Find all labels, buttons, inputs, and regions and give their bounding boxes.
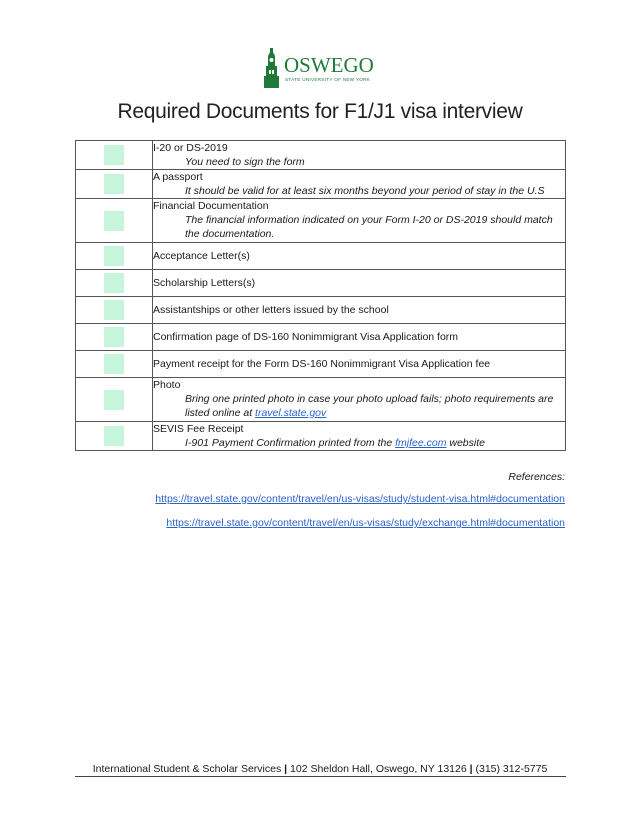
logo-subtitle: STATE UNIVERSITY OF NEW YORK: [285, 77, 371, 82]
references-label: References:: [508, 471, 565, 483]
document-note: I-901 Payment Confirmation printed from the fmjfee.com website: [185, 437, 485, 449]
student-visa-reference-link[interactable]: https://travel.state.gov/content/travel/en/us-visas/study/student-visa.html#documentation: [155, 493, 565, 505]
document-row: [76, 270, 566, 297]
clock-tower-icon: [262, 46, 284, 90]
document-note: It should be valid for at least six months beyond your period of stay in the U.S: [185, 185, 545, 197]
document-label: Photo: [153, 379, 181, 391]
checkbox[interactable]: [104, 390, 124, 410]
travel-state-gov-link[interactable]: travel.state.gov: [255, 407, 327, 419]
document-row: [76, 243, 566, 270]
document-label: Confirmation page of DS-160 Nonimmigrant Visa Application form: [153, 331, 459, 343]
checkbox[interactable]: [104, 273, 124, 293]
document-row: [76, 324, 566, 351]
exchange-visa-reference-link[interactable]: https://travel.state.gov/content/travel/en/us-visas/study/exchange.html#documentation: [166, 517, 565, 529]
footer-address: 102 Sheldon Hall, Oswego, NY 13126: [290, 763, 467, 775]
document-note: You need to sign the form: [185, 156, 305, 168]
document-label: A passport: [153, 171, 203, 183]
document-label: Acceptance Letter(s): [153, 250, 250, 262]
document-row: [76, 141, 566, 170]
checkbox[interactable]: [104, 246, 124, 266]
document-row: [76, 351, 566, 378]
document-label: SEVIS Fee Receipt: [153, 423, 244, 435]
required-documents-table: [75, 140, 566, 451]
checkbox[interactable]: [104, 426, 124, 446]
document-note: The financial information indicated on your Form I-20 or DS-2019 should match the documentation.: [185, 214, 553, 240]
checkbox[interactable]: [104, 300, 124, 320]
document-row: [76, 297, 566, 324]
document-label: Assistantships or other letters issued by the school: [153, 304, 389, 316]
document-label: Scholarship Letters(s): [153, 277, 256, 289]
logo-wordmark: OSWEGO: [284, 53, 374, 77]
document-label: Financial Documentation: [153, 200, 269, 212]
oswego-logo: [262, 46, 380, 90]
footer: [0, 763, 640, 775]
document-row: [76, 199, 566, 243]
document-note: Bring one printed photo in case your photo upload fails; photo requirements are listed online at travel.state.gov: [185, 393, 554, 419]
footer-phone: (315) 312-5775: [475, 763, 548, 775]
checkbox[interactable]: [104, 174, 124, 194]
footer-separator: |: [284, 763, 288, 775]
document-label: Payment receipt for the Form DS-160 Nonimmigrant Visa Application fee: [153, 358, 491, 370]
footer-divider: [75, 776, 566, 777]
checkbox[interactable]: [104, 211, 124, 231]
checkbox[interactable]: [104, 145, 124, 165]
document-row: [76, 422, 566, 451]
document-label: I-20 or DS-2019: [153, 142, 228, 154]
checkbox[interactable]: [104, 354, 124, 374]
document-row: [76, 170, 566, 199]
checkbox[interactable]: [104, 327, 124, 347]
document-row: [76, 378, 566, 422]
footer-separator: |: [469, 763, 473, 775]
page-title: Required Documents for F1/J1 visa interview: [117, 100, 523, 123]
fmjfee-link[interactable]: fmjfee.com: [395, 437, 447, 449]
footer-office: International Student & Scholar Services: [92, 763, 282, 775]
